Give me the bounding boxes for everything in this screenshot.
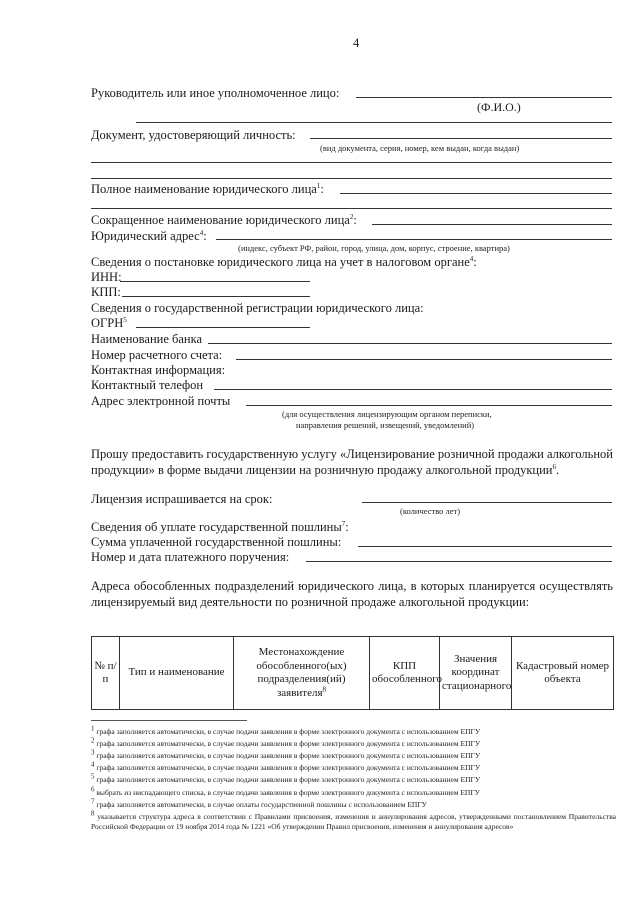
- footnote-8-num: 8: [91, 809, 95, 818]
- footnote-separator: [91, 720, 247, 721]
- footnote-5-num: 5: [91, 772, 95, 781]
- footnote-1-num: 1: [91, 724, 95, 733]
- request-paragraph: [91, 447, 613, 478]
- term-hint: (количество лет): [400, 506, 461, 516]
- legal-address-sup: 4: [199, 228, 204, 237]
- fee-text: Сведения об уплате государственной пошлины: [91, 520, 342, 534]
- footnote-3-num: 3: [91, 748, 95, 757]
- full-name-text: Полное наименование юридического лица: [91, 182, 317, 196]
- bank-field[interactable]: [208, 343, 612, 344]
- short-name-text: Сокращенное наименование юридического лица: [91, 213, 350, 227]
- footnote-1: [91, 724, 616, 737]
- ogrn-text: ОГРН: [91, 316, 124, 330]
- phone-field[interactable]: [214, 389, 612, 390]
- footnote-4-num: 4: [91, 760, 95, 769]
- table-header-row: [92, 637, 614, 710]
- footnote-8: [91, 809, 617, 831]
- registration-label: Сведения о государственной регистрации юридического лица:: [91, 301, 424, 315]
- tax-text: Сведения о постановке юридического лица на учет в налоговом органе: [91, 255, 470, 269]
- short-name-sup: 2: [349, 212, 354, 221]
- tax-colon: :: [473, 255, 477, 269]
- legal-address-hint: (индекс, субъект РФ, район, город, улица, дом, корпус, строение, квартира): [238, 243, 510, 253]
- phone-label: Контактный телефон: [91, 378, 204, 392]
- request-sup: 6: [552, 462, 556, 471]
- subdivisions-paragraph: Адреса обособленных подразделений юридического лица, в которых планируется осуществлять лицензируемый вид деятельности по розничной продаже алкогольной продукции:: [91, 579, 613, 609]
- col-number: № п/п: [92, 637, 120, 710]
- email-label: Адрес электронной почты: [91, 394, 231, 408]
- subdivisions-table: [91, 636, 614, 710]
- request-text: Прошу предоставить государственную услугу «Лицензирование розничной продажи алкогольной продукции» в форме выдачи лицензии на розничную продажу алкогольной продукции: [91, 447, 613, 477]
- full-name-field-2[interactable]: [91, 208, 612, 209]
- footnote-7-text: графа заполняется автоматически, в случае оплаты государственной пошлины с использованием ЕПГУ: [96, 800, 427, 809]
- footnote-5-text: графа заполняется автоматически, в случае подачи заявления в форме электронного документа с использованием ЕПГУ: [96, 775, 481, 784]
- col-location-sup: 8: [322, 684, 327, 693]
- footnote-2-text: графа заполняется автоматически, в случае подачи заявления в форме электронного документа с использованием ЕПГУ: [96, 739, 481, 748]
- page-number: 4: [353, 36, 360, 50]
- full-name-label: [91, 182, 324, 196]
- fio-caption: (Ф.И.О.): [477, 100, 521, 114]
- footnote-6: [91, 785, 616, 798]
- id-doc-label: Документ, удостоверяющий личность:: [91, 128, 296, 142]
- ogrn-sup: 5: [123, 315, 127, 324]
- account-field[interactable]: [236, 359, 612, 360]
- account-label: Номер расчетного счета:: [91, 348, 223, 362]
- tax-sup: 4: [469, 254, 474, 263]
- legal-address-colon: :: [203, 229, 207, 243]
- inn-field[interactable]: [120, 281, 310, 282]
- bank-label: Наименование банка: [91, 332, 203, 346]
- short-name-label: [91, 213, 357, 227]
- term-field[interactable]: [362, 502, 612, 503]
- head-extra-field[interactable]: [136, 122, 612, 123]
- col-cadastral: Кадастровый номер объекта: [512, 637, 614, 710]
- footnote-8-text: указывается структура адреса в соответствии с Правилами присвоения, изменения и аннулирования адресов, утвержденными постановлением Правительства Российской Федерации от 19 ноября 2014 года № 1221 «Об утверждении Правил присвоения, изменения и аннулирования адресов»: [91, 812, 617, 831]
- footnote-2: [91, 736, 616, 749]
- footnote-3-text: графа заполняется автоматически, в случае подачи заявления в форме электронного документа с использованием ЕПГУ: [96, 751, 481, 760]
- footnote-2-num: 2: [91, 736, 95, 745]
- email-field[interactable]: [246, 405, 612, 406]
- footnote-4-text: графа заполняется автоматически, в случае подачи заявления в форме электронного документа с использованием ЕПГУ: [96, 763, 481, 772]
- head-label: Руководитель или иное уполномоченное лицо:: [91, 86, 340, 100]
- full-name-field[interactable]: [340, 193, 612, 194]
- id-doc-field-2[interactable]: [91, 162, 612, 163]
- col-coordinates: Значения координат стационарного: [440, 637, 512, 710]
- fee-sum-label: Сумма уплаченной государственной пошлины:: [91, 535, 342, 549]
- footnote-7: [91, 797, 616, 810]
- footnote-6-num: 6: [91, 785, 95, 794]
- legal-address-field[interactable]: [216, 239, 612, 240]
- fee-label: [91, 520, 349, 534]
- ogrn-field[interactable]: [136, 327, 310, 328]
- col-type: Тип и наименование: [120, 637, 234, 710]
- head-field[interactable]: [356, 97, 612, 98]
- footnote-1-text: графа заполняется автоматически, в случае подачи заявления в форме электронного документа с использованием ЕПГУ: [96, 727, 481, 736]
- payment-field[interactable]: [306, 561, 612, 562]
- id-doc-field-3[interactable]: [91, 178, 612, 179]
- legal-address-text: Юридический адрес: [91, 229, 200, 243]
- inn-label: ИНН:: [91, 270, 122, 284]
- term-label: Лицензия испрашивается на срок:: [91, 492, 273, 506]
- short-name-colon: :: [353, 213, 357, 227]
- request-tail: .: [555, 462, 560, 477]
- contact-info-label: Контактная информация:: [91, 363, 226, 377]
- footnote-3: [91, 748, 616, 761]
- short-name-field[interactable]: [372, 224, 612, 225]
- email-hint-1: (для осуществления лицензирующим органом переписки,: [282, 409, 492, 419]
- col-kpp: КПП обособленного: [370, 637, 440, 710]
- id-doc-field[interactable]: [310, 138, 612, 139]
- id-doc-hint: (вид документа, серия, номер, кем выдан, когда выдан): [320, 143, 520, 153]
- footnote-7-num: 7: [91, 797, 95, 806]
- kpp-label: КПП:: [91, 285, 121, 299]
- col-location: [234, 637, 370, 710]
- email-hint-2: направления решений, извещений, уведомлений): [296, 420, 475, 430]
- full-name-colon: :: [320, 182, 324, 196]
- footnote-5: [91, 772, 616, 785]
- legal-address-label: [91, 229, 207, 243]
- full-name-sup: 1: [316, 181, 321, 190]
- footnote-6-text: выбрать из ниспадающего списка, в случае подачи заявления в форме электронного документа с использованием ЕПГУ: [96, 788, 480, 797]
- fee-colon: :: [345, 520, 349, 534]
- tax-label: [91, 255, 477, 269]
- col-location-text: Местонахождение обособленного(ых) подразделения(ий) заявителя: [256, 646, 347, 699]
- footnote-4: [91, 760, 616, 773]
- fee-sup: 7: [341, 519, 346, 528]
- fee-sum-field[interactable]: [358, 546, 612, 547]
- ogrn-label: [91, 316, 127, 330]
- payment-label: Номер и дата платежного поручения:: [91, 550, 290, 564]
- kpp-field[interactable]: [122, 296, 310, 297]
